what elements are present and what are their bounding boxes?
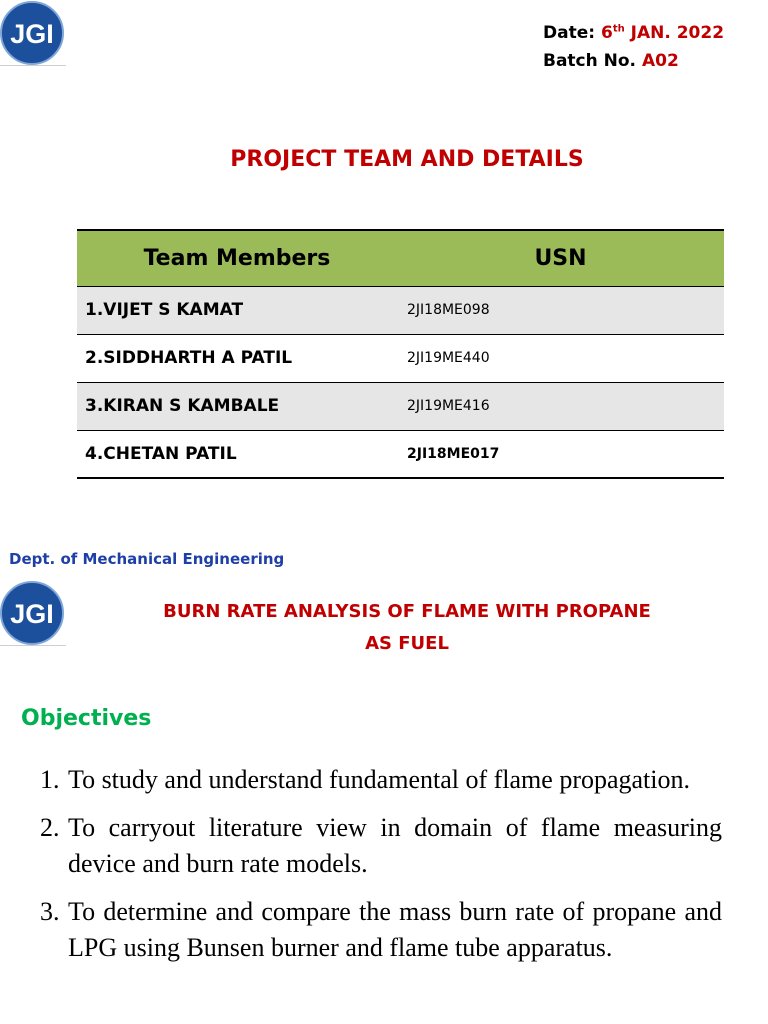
column-header-usn: USN	[397, 230, 724, 286]
item-text: To determine and compare the mass burn rate of propane and LPG using Bunsen burner and flame tube apparatus.	[68, 897, 722, 962]
project-title-line-1: BURN RATE ANALYSIS OF FLAME WITH PROPANE	[163, 601, 651, 622]
member-usn: 2JI18ME098	[397, 286, 724, 334]
member-usn: 2JI19ME416	[397, 382, 724, 430]
objectives-list	[40, 762, 722, 978]
item-number: 2.	[40, 813, 60, 842]
table-header-row	[77, 230, 724, 286]
item-number: 1.	[40, 765, 60, 794]
item-text: To carryout literature view in domain of flame measuring device and burn rate models.	[68, 813, 722, 878]
slide-objectives	[0, 540, 768, 1024]
department-label: Dept. of Mechanical Engineering	[9, 550, 285, 568]
date-label: Date:	[543, 23, 596, 43]
logo-text: JGI	[10, 599, 54, 629]
team-table	[77, 229, 724, 479]
member-usn: 2JI19ME440	[397, 334, 724, 382]
member-name: 4.CHETAN PATIL	[77, 430, 397, 478]
logo-text: JGI	[10, 19, 54, 49]
objectives-heading: Objectives	[21, 706, 152, 731]
member-name: 3.KIRAN S KAMBALE	[77, 382, 397, 430]
column-header-team-members: Team Members	[77, 230, 397, 286]
date-batch-block	[543, 19, 724, 75]
project-title-line-2: AS FUEL	[365, 633, 449, 654]
batch-value: A02	[641, 51, 679, 71]
table-row	[77, 334, 724, 382]
table-row	[77, 286, 724, 334]
date-value: 6th JAN. 2022	[600, 23, 725, 43]
item-number: 3.	[40, 897, 60, 926]
jgi-logo	[0, 0, 66, 66]
batch-label: Batch No.	[543, 51, 637, 71]
member-name: 2.SIDDHARTH A PATIL	[77, 334, 397, 382]
list-item	[40, 894, 722, 966]
table-row	[77, 430, 724, 478]
list-item	[40, 810, 722, 882]
member-name: 1.VIJET S KAMAT	[77, 286, 397, 334]
member-usn: 2JI18ME017	[397, 430, 724, 478]
date-line	[543, 19, 724, 47]
slide-title: PROJECT TEAM AND DETAILS	[230, 147, 584, 172]
batch-line	[543, 47, 724, 75]
item-text: To study and understand fundamental of flame propagation.	[68, 765, 691, 794]
list-item	[40, 762, 722, 798]
project-title	[0, 596, 768, 660]
table-row	[77, 382, 724, 430]
